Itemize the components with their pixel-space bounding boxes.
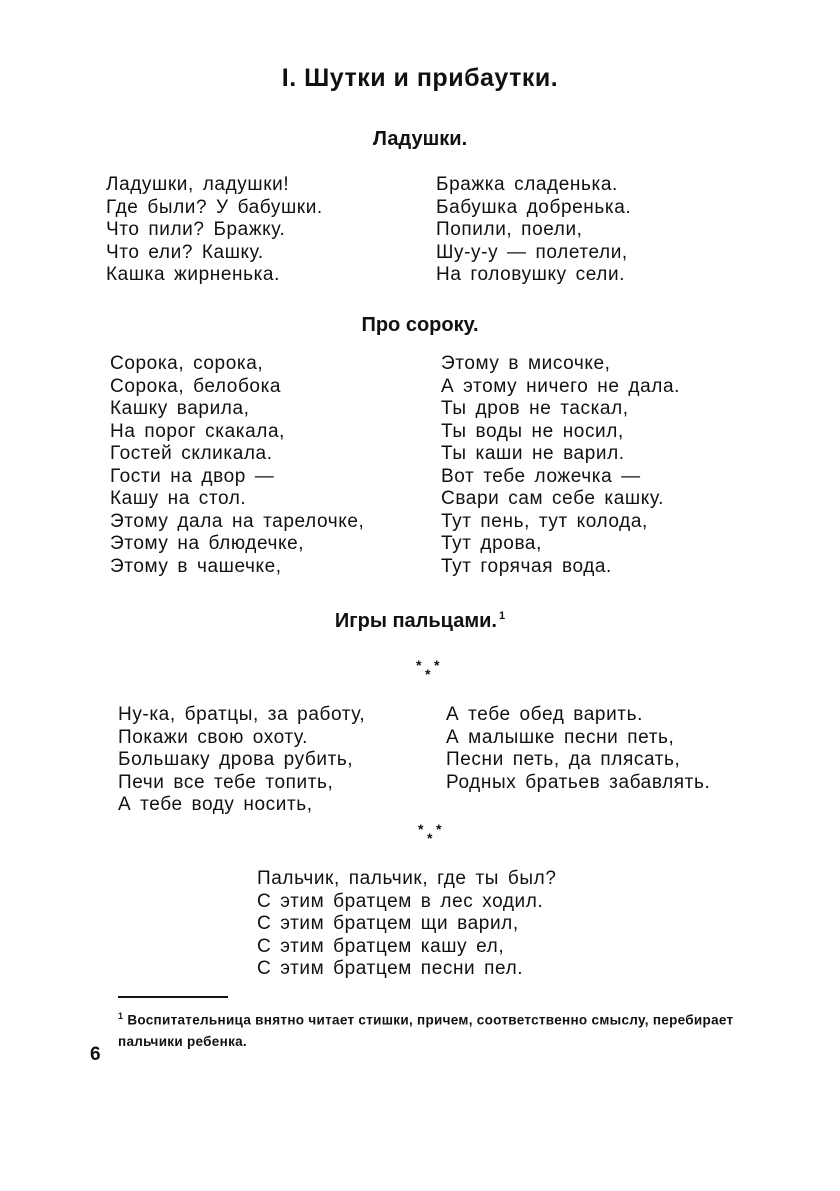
footnote-reference: 1 xyxy=(498,610,506,623)
verse-line: Попили, поели, xyxy=(436,219,583,240)
verse-line: Этому в мисочке, xyxy=(441,353,611,374)
verse-line: Шу-у-у — полетели, xyxy=(436,241,628,263)
verse-line: С этим братцем в лес ходил. xyxy=(257,890,544,912)
igry-poem1-right-column xyxy=(446,704,710,794)
verse-line: Тут горячая вода. xyxy=(441,555,612,577)
section-title-soroka: Про сороку. xyxy=(361,314,479,336)
footnote-rule xyxy=(118,996,228,998)
soroka-left-column xyxy=(110,353,364,578)
verse-line: А тебе воду носить, xyxy=(118,794,313,815)
ladushki-right-column xyxy=(436,174,631,287)
verse-line: Ты дров не таскал, xyxy=(441,398,629,419)
verse-line: Большаку дрова рубить, xyxy=(118,749,354,770)
verse-line: Покажи свою охоту. xyxy=(118,726,308,748)
footnote-text: Воспитательница внятно читает стишки, причем, соответственно смыслу, перебирает пальчики ребенка. xyxy=(118,1012,734,1049)
verse-line: Гости на двор — xyxy=(110,465,275,487)
verse-line: А этому ничего не дала. xyxy=(441,375,680,397)
footnote xyxy=(118,1006,758,1052)
verse-line: Кашка жирненька. xyxy=(106,264,280,285)
verse-line: Вот тебе ложечка — xyxy=(441,465,641,487)
verse-line: Гостей скликала. xyxy=(110,443,273,464)
verse-line: Кашу на стол. xyxy=(110,488,247,509)
verse-line: С этим братцем песни пел. xyxy=(257,958,524,979)
page-number: 6 xyxy=(90,1044,101,1065)
verse-line: Тут дрова, xyxy=(441,533,542,554)
verse-line: Что ели? Кашку. xyxy=(106,241,264,263)
verse-line: Ты воды не носил, xyxy=(441,420,624,442)
verse-line: Печи все тебе топить, xyxy=(118,771,334,793)
verse-line: Этому дала на тарелочке, xyxy=(110,510,365,532)
verse-line: Сорока, сорока, xyxy=(110,353,264,374)
verse-line: Этому в чашечке, xyxy=(110,555,282,577)
ladushki-left-column xyxy=(106,174,323,287)
verse-line: А малышке песни петь, xyxy=(446,726,675,748)
verse-line: Бабушка добренька. xyxy=(436,196,632,218)
verse-line: Сорока, белобока xyxy=(110,375,282,397)
verse-line: Кашку варила, xyxy=(110,398,250,419)
verse-line: А тебе обед варить. xyxy=(446,704,643,725)
section-title-igry xyxy=(0,610,840,633)
verse-line: Свари сам себе кашку. xyxy=(441,488,664,509)
soroka-right-column xyxy=(441,353,680,578)
section-title-text: Игры пальцами. xyxy=(334,610,497,632)
verse-line: Песни петь, да плясать, xyxy=(446,749,681,770)
verse-line: Где были? У бабушки. xyxy=(106,196,323,218)
chapter-title: I. Шутки и прибаутки. xyxy=(281,64,559,92)
igry-poem2-column xyxy=(257,868,557,981)
asterism-divider: * * * xyxy=(416,657,440,682)
verse-line: Что пили? Бражку. xyxy=(106,219,286,240)
verse-line: Бражка сладенька. xyxy=(436,174,618,195)
verse-line: Тут пень, тут колода, xyxy=(441,510,648,532)
footnote-number: 1 xyxy=(118,1011,124,1021)
verse-line: На головушку сели. xyxy=(436,264,626,285)
igry-poem1-left-column xyxy=(118,704,365,817)
asterism-divider: * * * xyxy=(418,821,442,846)
verse-line: Ну-ка, братцы, за работу, xyxy=(118,704,366,725)
verse-line: Ладушки, ладушки! xyxy=(106,174,290,195)
verse-line: С этим братцем кашу ел, xyxy=(257,935,505,957)
verse-line: С этим братцем щи варил, xyxy=(257,913,519,934)
verse-line: Родных братьев забавлять. xyxy=(446,771,711,793)
verse-line: Пальчик, пальчик, где ты был? xyxy=(257,868,557,889)
verse-line: Этому на блюдечке, xyxy=(110,533,305,554)
verse-line: На порог скакала, xyxy=(110,420,285,442)
section-title-ladushki: Ладушки. xyxy=(372,128,468,150)
verse-line: Ты каши не варил. xyxy=(441,443,625,464)
